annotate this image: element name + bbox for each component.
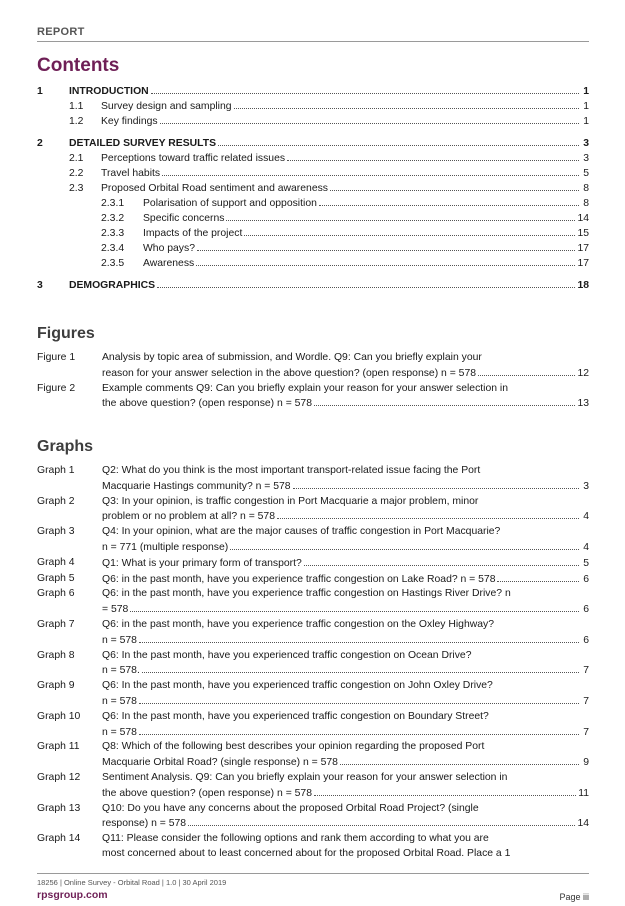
toc-entry[interactable] xyxy=(37,256,589,271)
caption-line xyxy=(102,649,589,664)
toc-entry-number: 2.3 xyxy=(69,183,84,194)
caption-text: problem or no problem at all? n = 578 xyxy=(102,511,275,523)
graph-entry-label: Graph 4 xyxy=(37,556,75,568)
toc-entry-title: DEMOGRAPHICS xyxy=(69,280,156,291)
dot-leader xyxy=(162,166,579,176)
caption-page: 14 xyxy=(577,818,589,830)
toc-entry-title: Key findings xyxy=(101,116,158,127)
toc-entry-title: Travel habits xyxy=(101,168,161,179)
caption-page: 6 xyxy=(583,573,589,585)
graph-entry-caption xyxy=(102,802,589,833)
toc-entry-page: 3 xyxy=(583,138,589,149)
graph-entry-caption xyxy=(102,740,589,771)
toc-entry[interactable] xyxy=(37,211,589,226)
toc-entry-number: 2.2 xyxy=(69,168,84,179)
toc-entry-page: 1 xyxy=(583,86,589,97)
graph-entry-caption xyxy=(102,556,589,572)
caption-page: 4 xyxy=(583,511,589,523)
dot-leader xyxy=(340,755,579,765)
graph-entry[interactable] xyxy=(37,495,589,526)
caption-text: n = 578 xyxy=(102,726,137,738)
caption-line xyxy=(102,771,589,786)
header-divider xyxy=(37,41,589,42)
toc-entry-page: 15 xyxy=(577,228,589,239)
caption-line xyxy=(102,710,589,725)
caption-text: response) n = 578 xyxy=(102,818,187,830)
toc-entry-line xyxy=(101,181,589,196)
graph-entry-label: Graph 13 xyxy=(37,802,81,814)
toc-entry-line xyxy=(143,256,589,271)
toc-entry-number: 1 xyxy=(37,86,43,97)
dot-leader xyxy=(319,196,579,206)
footer-divider xyxy=(37,873,589,874)
caption-text: Q6: In the past month, have you experienced traffic congestion on John Oxley Drive? xyxy=(102,680,493,692)
toc-entry-line xyxy=(143,196,589,211)
caption-line xyxy=(102,382,589,397)
toc-entry-line xyxy=(143,241,589,256)
toc-entry-number: 2.1 xyxy=(69,153,84,164)
caption-line xyxy=(102,618,589,633)
toc-entry-line xyxy=(143,226,589,241)
caption-line xyxy=(102,786,589,802)
graph-entry[interactable] xyxy=(37,802,589,833)
toc-entry-line xyxy=(69,278,589,293)
graph-entry-label: Graph 6 xyxy=(37,588,75,600)
figure-entry-caption xyxy=(102,351,589,382)
toc-entry[interactable] xyxy=(37,226,589,241)
report-header-label: REPORT xyxy=(37,26,85,38)
figure-entry-label: Figure 2 xyxy=(37,382,76,394)
caption-page: 6 xyxy=(583,634,589,646)
graph-entry[interactable] xyxy=(37,679,589,710)
caption-text: = 578 xyxy=(102,604,129,616)
dot-leader xyxy=(218,136,579,146)
caption-page: 5 xyxy=(583,557,589,569)
footer-document-info: 18256 | Online Survey - Orbital Road | 1.0 | 30 April 2019 xyxy=(37,878,227,887)
caption-text: Q4: In your opinion, what are the major causes of traffic congestion in Port Macquarie? xyxy=(102,526,501,538)
caption-text: Macquarie Hastings community? n = 578 xyxy=(102,480,291,492)
figure-entry-label: Figure 1 xyxy=(37,352,76,363)
caption-line xyxy=(102,509,589,525)
toc-entry[interactable] xyxy=(37,84,589,99)
graph-entry-label: Graph 3 xyxy=(37,526,75,538)
graphs-list xyxy=(37,464,589,862)
figures-title: Figures xyxy=(37,325,95,342)
toc-entry-title: INTRODUCTION xyxy=(69,86,149,97)
caption-line xyxy=(102,694,589,710)
caption-line xyxy=(102,556,589,572)
graph-entry-label: Graph 12 xyxy=(37,771,81,783)
dot-leader xyxy=(139,633,579,643)
toc-entry[interactable] xyxy=(37,181,589,196)
caption-page: 6 xyxy=(583,604,589,616)
dot-leader xyxy=(293,479,579,489)
graph-entry-caption xyxy=(102,572,589,588)
graph-entry-label: Graph 14 xyxy=(37,833,81,845)
toc-entry-line xyxy=(101,114,589,129)
toc-entry-page: 3 xyxy=(583,153,589,164)
caption-text: Q8: Which of the following best describes your opinion regarding the proposed Port xyxy=(102,741,485,753)
figures-list xyxy=(37,351,589,412)
contents-title: Contents xyxy=(37,55,120,76)
caption-page: 11 xyxy=(578,787,589,799)
graph-entry[interactable] xyxy=(37,710,589,741)
dot-leader xyxy=(330,181,579,191)
dot-leader xyxy=(196,256,575,266)
dot-leader xyxy=(160,114,579,124)
toc-entry[interactable] xyxy=(37,151,589,166)
caption-line xyxy=(102,525,589,540)
toc-entry-number: 3 xyxy=(37,280,43,291)
caption-line xyxy=(102,540,589,556)
caption-line xyxy=(102,633,589,649)
toc-entry[interactable] xyxy=(37,196,589,211)
graph-entry-caption xyxy=(102,832,589,862)
dot-leader xyxy=(142,663,579,673)
toc-entry-page: 14 xyxy=(577,213,589,224)
caption-text: n = 771 (multiple response) xyxy=(102,541,229,553)
toc-entry-page: 18 xyxy=(577,280,589,291)
caption-page: 4 xyxy=(583,541,589,553)
caption-text: Sentiment Analysis. Q9: Can you briefly explain your reason for your answer selection in xyxy=(102,771,508,783)
caption-page: 9 xyxy=(583,757,589,769)
graph-entry[interactable] xyxy=(37,587,589,618)
toc-entry-title: Survey design and sampling xyxy=(101,101,232,112)
toc-entry-line xyxy=(101,151,589,166)
caption-line xyxy=(102,602,589,618)
caption-line xyxy=(102,351,589,366)
caption-text: Q10: Do you have any concerns about the proposed Orbital Road Project? (single xyxy=(102,802,479,814)
caption-page: 3 xyxy=(583,480,589,492)
caption-text: Q1: What is your primary form of transport? xyxy=(102,557,302,569)
graph-entry-label: Graph 2 xyxy=(37,495,75,507)
toc-entry-page: 1 xyxy=(583,116,589,127)
toc-entry-title: Impacts of the project xyxy=(143,228,243,239)
toc-entry-number: 2.3.4 xyxy=(101,243,125,254)
graph-entry[interactable] xyxy=(37,649,589,680)
caption-page: 7 xyxy=(583,665,589,677)
toc-entry-number: 1.2 xyxy=(69,116,84,127)
caption-page: 7 xyxy=(583,726,589,738)
caption-line xyxy=(102,572,589,588)
toc-entry-line xyxy=(101,166,589,181)
toc-entry[interactable] xyxy=(37,99,589,114)
caption-line xyxy=(102,816,589,832)
caption-line xyxy=(102,587,589,602)
graph-entry-caption xyxy=(102,649,589,680)
toc-entry-page: 5 xyxy=(583,168,589,179)
graph-entry-label: Graph 8 xyxy=(37,649,75,661)
toc-entry-page: 8 xyxy=(583,183,589,194)
caption-line xyxy=(102,495,589,510)
graph-entry-label: Graph 11 xyxy=(37,741,80,753)
toc-entry-title: Who pays? xyxy=(143,243,195,254)
toc-entry-number: 2.3.3 xyxy=(101,228,125,239)
figure-entry[interactable] xyxy=(37,351,589,382)
toc-entry-line xyxy=(143,211,589,226)
caption-line xyxy=(102,663,589,679)
toc-entry-line xyxy=(69,136,589,151)
caption-line xyxy=(102,832,589,847)
graphs-title: Graphs xyxy=(37,438,94,455)
graph-entry[interactable] xyxy=(37,832,589,862)
dot-leader xyxy=(277,509,579,519)
graph-entry-caption xyxy=(102,525,589,556)
caption-text: n = 578. xyxy=(102,665,140,677)
toc-entry-line xyxy=(101,99,589,114)
caption-text: Example comments Q9: Can you briefly explain your reason for your answer selection in xyxy=(102,382,509,394)
graph-entry-caption xyxy=(102,587,589,618)
figure-entry-caption xyxy=(102,382,589,413)
caption-text: n = 578 xyxy=(102,634,137,646)
graph-entry-label: Graph 10 xyxy=(37,710,81,722)
dot-leader xyxy=(226,211,575,221)
toc-entry-page: 17 xyxy=(577,243,589,254)
graph-entry-caption xyxy=(102,464,589,495)
toc-entry-number: 1.1 xyxy=(69,101,84,112)
toc-entry-title: Specific concerns xyxy=(143,213,225,224)
dot-leader xyxy=(234,99,579,109)
caption-text: reason for your answer selection in the above question? (open response) n = 578 xyxy=(102,367,477,379)
toc-entry-number: 2.3.5 xyxy=(101,258,125,269)
caption-text: Q6: In the past month, have you experienced traffic congestion on Boundary Street? xyxy=(102,710,489,722)
graph-entry-label: Graph 5 xyxy=(37,572,75,584)
caption-text: Analysis by topic area of submission, and Wordle. Q9: Can you briefly explain your xyxy=(102,352,482,363)
table-of-contents xyxy=(37,84,589,293)
caption-line xyxy=(102,679,589,694)
toc-entry-title: DETAILED SURVEY RESULTS xyxy=(69,138,217,149)
graph-entry-caption xyxy=(102,679,589,710)
caption-text: Q3: In your opinion, is traffic congestion in Port Macquarie a major problem, minor xyxy=(102,495,479,507)
caption-text: Macquarie Orbital Road? (single response) n = 578 xyxy=(102,757,338,769)
graph-entry[interactable] xyxy=(37,556,589,572)
toc-entry-number: 2.3.1 xyxy=(101,198,125,209)
toc-entry-number: 2.3.2 xyxy=(101,213,125,224)
graph-entry-label: Graph 7 xyxy=(37,618,75,630)
caption-line xyxy=(102,366,589,382)
dot-leader xyxy=(314,396,575,406)
dot-leader xyxy=(157,278,575,288)
dot-leader xyxy=(139,725,579,735)
dot-leader xyxy=(188,816,575,826)
dot-leader xyxy=(304,556,579,566)
graph-entry-label: Graph 1 xyxy=(37,465,75,476)
caption-page: 12 xyxy=(577,367,589,379)
dot-leader xyxy=(139,694,579,704)
dot-leader xyxy=(287,151,579,161)
graph-entry-label: Graph 9 xyxy=(37,680,75,692)
caption-page: 7 xyxy=(583,695,589,707)
graph-entry[interactable] xyxy=(37,464,589,495)
dot-leader xyxy=(314,786,576,796)
dot-leader xyxy=(151,84,579,94)
caption-line xyxy=(102,755,589,771)
toc-entry-page: 8 xyxy=(583,198,589,209)
caption-text: the above question? (open response) n = 578 xyxy=(102,787,312,799)
toc-entry-page: 1 xyxy=(583,101,589,112)
graph-entry[interactable] xyxy=(37,525,589,556)
caption-line xyxy=(102,847,589,862)
figure-entry[interactable] xyxy=(37,382,589,413)
caption-text: Q6: in the past month, have you experience traffic congestion on Lake Road? n = 578 xyxy=(102,573,496,585)
toc-entry-number: 2 xyxy=(37,138,43,149)
toc-entry-title: Proposed Orbital Road sentiment and awareness xyxy=(101,183,328,194)
caption-text: Q6: In the past month, have you experienced traffic congestion on Ocean Drive? xyxy=(102,649,472,661)
caption-line xyxy=(102,396,589,412)
caption-text: Q6: in the past month, have you experience traffic congestion on Hastings River Drive? n xyxy=(102,588,511,600)
caption-line xyxy=(102,740,589,755)
toc-entry[interactable] xyxy=(37,136,589,151)
dot-leader xyxy=(197,241,575,251)
graph-entry[interactable] xyxy=(37,618,589,649)
caption-text: n = 578 xyxy=(102,695,137,707)
page-number: Page iii xyxy=(559,892,589,902)
dot-leader xyxy=(130,602,579,612)
toc-entry[interactable] xyxy=(37,241,589,256)
graph-entry[interactable] xyxy=(37,740,589,771)
graph-entry-caption xyxy=(102,618,589,649)
caption-line xyxy=(102,725,589,741)
caption-text: Q11: Please consider the following options and rank them according to what you are xyxy=(102,833,489,845)
toc-entry-title: Polarisation of support and opposition xyxy=(143,198,317,209)
caption-line xyxy=(102,464,589,479)
footer-website[interactable]: rpsgroup.com xyxy=(37,889,108,901)
toc-entry[interactable] xyxy=(37,166,589,181)
graph-entry-caption xyxy=(102,710,589,741)
caption-text: Q2: What do you think is the most important transport-related issue facing the Port xyxy=(102,465,481,476)
graph-entry-caption xyxy=(102,495,589,526)
caption-page: 13 xyxy=(577,398,589,410)
toc-entry[interactable] xyxy=(37,278,589,293)
caption-line xyxy=(102,479,589,495)
dot-leader xyxy=(244,226,575,236)
graph-entry[interactable] xyxy=(37,572,589,588)
graph-entry-caption xyxy=(102,771,589,802)
dot-leader xyxy=(497,572,579,582)
dot-leader xyxy=(478,366,575,376)
toc-entry-title: Perceptions toward traffic related issues xyxy=(101,153,286,164)
caption-text: Q6: in the past month, have you experience traffic congestion on the Oxley Highway? xyxy=(102,618,494,630)
toc-entry-line xyxy=(69,84,589,99)
caption-text: most concerned about to least concerned about for the proposed Orbital Road. Place a 1 xyxy=(102,847,511,859)
toc-entry-title: Awareness xyxy=(143,258,195,269)
dot-leader xyxy=(230,540,579,550)
caption-text: the above question? (open response) n = 578 xyxy=(102,398,312,410)
toc-entry-page: 17 xyxy=(577,258,589,269)
graph-entry[interactable] xyxy=(37,771,589,802)
toc-entry[interactable] xyxy=(37,114,589,129)
caption-line xyxy=(102,802,589,817)
